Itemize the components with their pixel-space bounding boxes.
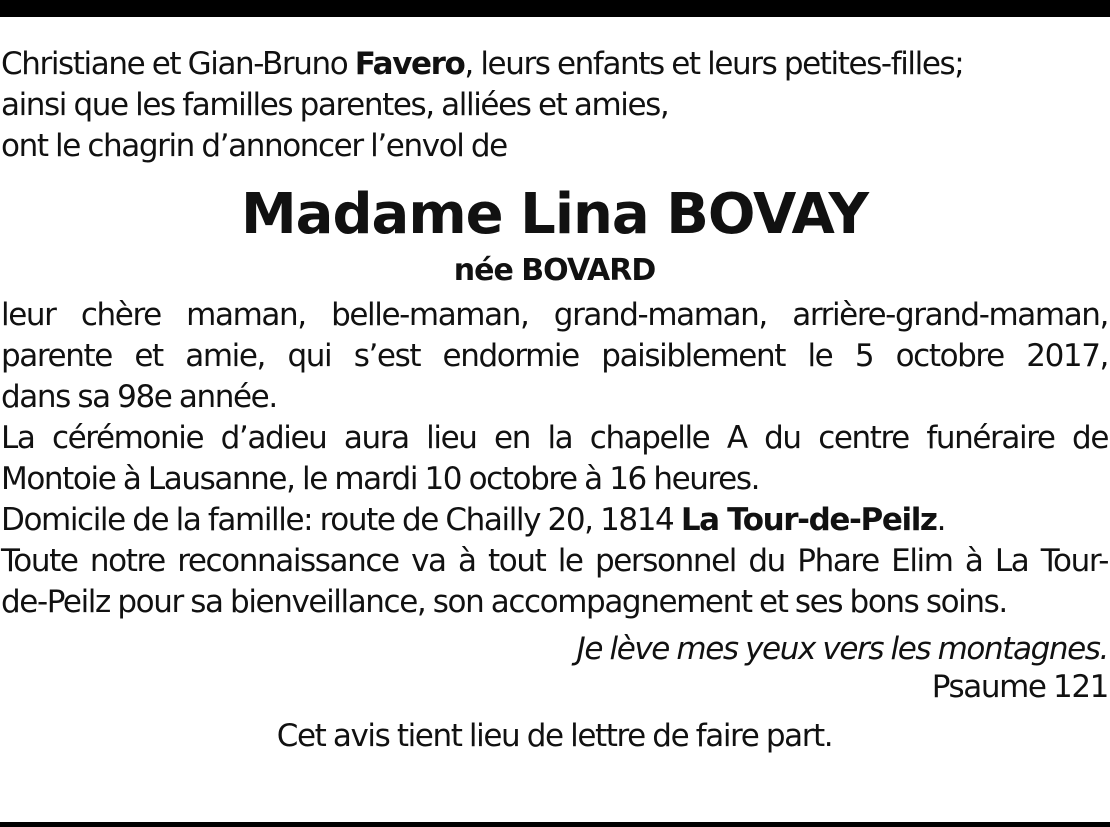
verse-text: Je lève mes yeux vers les montagnes. <box>576 631 1108 667</box>
thanks-line-1: Toute notre reconnaissance va à tout le personnel du Phare Elim à La Tour- <box>1 543 1108 579</box>
intro-names: Christiane et Gian-Bruno <box>1 46 355 82</box>
family-surname: Favero <box>354 46 465 82</box>
body-line-1: leur chère maman, belle-maman, grand-maman, arrière-grand-maman, <box>1 297 1108 333</box>
top-rule <box>0 0 1110 17</box>
family-address <box>1 500 1108 541</box>
deceased-name: Madame Lina BOVAY <box>240 182 869 247</box>
verse-reference: Psaume 121 <box>931 669 1108 705</box>
bottom-rule <box>0 822 1110 827</box>
maiden-name: née BOVARD <box>453 253 656 288</box>
body-line-2: parente et amie, qui s’est endormie paisiblement le 5 octobre 2017, <box>1 338 1108 374</box>
intro-line-1-end: , leurs enfants et leurs petites-filles; <box>464 46 964 82</box>
body-line-3: dans sa 98e année. <box>1 379 277 415</box>
address-town: La Tour-de-Peilz <box>680 502 937 538</box>
intro-line-3: ont le chagrin d’annoncer l’envol de <box>1 128 507 164</box>
address-text: Domicile de la famille: route de Chailly 20, 1814 <box>1 502 681 538</box>
obituary-notice <box>1 44 1108 757</box>
address-end: . <box>936 502 946 538</box>
intro-line-1 <box>1 44 1108 85</box>
ceremony-line-2: Montoie à Lausanne, le mardi 10 octobre à 16 heures. <box>1 461 760 497</box>
ceremony-line-1: La cérémonie d’adieu aura lieu en la chapelle A du centre funéraire de <box>1 420 1108 456</box>
thanks-line-2: de-Peilz pour sa bienveillance, son accompagnement et ses bons soins. <box>1 584 1007 620</box>
closing-note: Cet avis tient lieu de lettre de faire part. <box>276 718 833 754</box>
intro-line-2: ainsi que les familles parentes, alliées et amies, <box>1 87 669 123</box>
